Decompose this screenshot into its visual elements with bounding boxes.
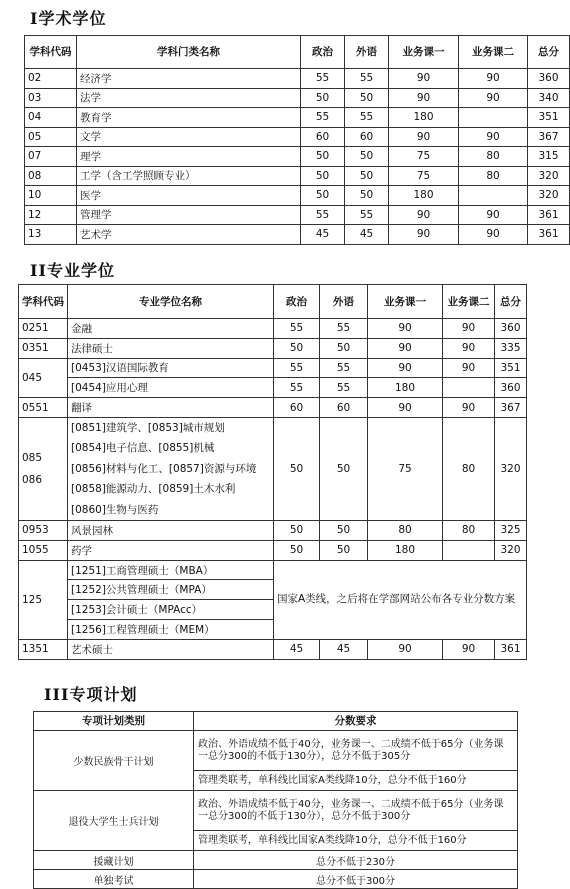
- cell-name: 管理学: [77, 205, 301, 225]
- cell-code: 0251: [19, 319, 68, 339]
- cell-requirement: 总分不低于230分: [194, 851, 518, 870]
- cell-total: 340: [528, 88, 570, 108]
- cell-course1: 90: [368, 319, 443, 339]
- cell-english: 50: [320, 338, 368, 358]
- cell-course2: 80: [459, 166, 528, 186]
- cell-course1: 90: [368, 398, 443, 418]
- cell-name: [0454]应用心理: [68, 378, 274, 398]
- cell-english: 55: [345, 205, 389, 225]
- cell-total: 335: [495, 338, 527, 358]
- cell-politics: 50: [274, 540, 320, 560]
- cell-english: 55: [345, 108, 389, 128]
- cell-name: 法律硕士: [68, 338, 274, 358]
- cell-politics: 50: [301, 147, 345, 167]
- cell-requirement: 政治、外语成绩不低于40分，业务课一、二成绩不低于65分（业务课一总分300的不低于130分），总分不低于305分: [194, 731, 518, 771]
- academic-degree-table: [24, 35, 570, 245]
- cell-course2: 90: [459, 69, 528, 89]
- cell-requirement: 管理类联考，单科线比国家A类线降10分，总分不低于160分: [194, 771, 518, 791]
- major-name: [0854]电子信息、[0855]机械: [71, 442, 215, 455]
- cell-course1: 90: [389, 88, 459, 108]
- cell-course1: 90: [368, 639, 443, 659]
- special-plan-table: [33, 711, 518, 889]
- cell-code: 1351: [19, 639, 68, 659]
- cell-total: 351: [495, 358, 527, 378]
- table-header-row: [34, 712, 518, 731]
- cell-code: 05: [25, 127, 77, 147]
- cell-requirement: 管理类联考，单科线比国家A类线降10分，总分不低于160分: [194, 831, 518, 851]
- cell-politics: 50: [301, 88, 345, 108]
- cell-name: 经济学: [77, 69, 301, 89]
- cell-politics: 55: [274, 319, 320, 339]
- cell-politics: 55: [301, 108, 345, 128]
- table-header-row: [19, 285, 527, 319]
- cell-name: 风景园林: [68, 521, 274, 541]
- cell-english: 45: [320, 639, 368, 659]
- major-name: [0858]能源动力、[0859]土木水利: [71, 483, 236, 496]
- header-course2: 业务课二: [459, 36, 528, 69]
- cell-course2: 90: [459, 225, 528, 245]
- table-row: [19, 521, 527, 541]
- cell-code: 03: [25, 88, 77, 108]
- cell-name: 工学（含工学照顾专业）: [77, 166, 301, 186]
- cell-english: 50: [320, 417, 368, 520]
- cell-course2: 90: [443, 639, 495, 659]
- cell-course2: 90: [459, 205, 528, 225]
- cell-category: 退役大学生士兵计划: [34, 791, 194, 851]
- cell-politics: 50: [301, 186, 345, 206]
- table-row: [34, 791, 518, 831]
- cell-course2: 90: [443, 358, 495, 378]
- cell-requirement: 总分不低于300分: [194, 870, 518, 889]
- cell-politics: 50: [274, 521, 320, 541]
- cell-total: 360: [495, 319, 527, 339]
- table-row: [34, 851, 518, 870]
- table-row: [19, 417, 527, 520]
- table-header-row: [25, 36, 570, 69]
- cell-name: 教育学: [77, 108, 301, 128]
- cell-course2: 90: [443, 398, 495, 418]
- table-row: [25, 186, 570, 206]
- cell-name: 金融: [68, 319, 274, 339]
- table-row: [25, 88, 570, 108]
- cell-english: 55: [345, 69, 389, 89]
- cell-course1: 75: [389, 166, 459, 186]
- cell-course2: [459, 108, 528, 128]
- cell-total: 320: [495, 417, 527, 520]
- cell-english: 50: [320, 540, 368, 560]
- table-row: [25, 69, 570, 89]
- table-row: [25, 166, 570, 186]
- section3-title: III专项计划: [44, 685, 138, 704]
- cell-course2: 80: [443, 521, 495, 541]
- score-note: 国家A类线，之后将在学部网站公布各专业分数方案: [274, 560, 527, 639]
- table-row: [25, 205, 570, 225]
- cell-english: 55: [320, 378, 368, 398]
- table-row: [19, 338, 527, 358]
- cell-code: 0953: [19, 521, 68, 541]
- cell-total: 360: [495, 378, 527, 398]
- table-row: [19, 639, 527, 659]
- cell-total: 361: [528, 225, 570, 245]
- cell-course2: [443, 540, 495, 560]
- cell-total: 320: [528, 166, 570, 186]
- table-row: [25, 225, 570, 245]
- cell-course2: [443, 378, 495, 398]
- header-total: 总分: [528, 36, 570, 69]
- major-name: [0860]生物与医药: [71, 503, 159, 516]
- table-row: [25, 127, 570, 147]
- cell-course1: 90: [368, 338, 443, 358]
- cell-code: [19, 417, 68, 520]
- cell-politics: 60: [301, 127, 345, 147]
- cell-course2: [459, 186, 528, 206]
- cell-course2: 90: [459, 127, 528, 147]
- cell-name: 法学: [77, 88, 301, 108]
- cell-politics: 55: [301, 69, 345, 89]
- cell-course1: 90: [389, 205, 459, 225]
- cell-english: 60: [320, 398, 368, 418]
- cell-course1: 180: [389, 186, 459, 206]
- cell-course1: 90: [389, 225, 459, 245]
- cell-category: 单独考试: [34, 870, 194, 889]
- cell-course2: 80: [459, 147, 528, 167]
- cell-course1: 80: [368, 521, 443, 541]
- cell-english: 60: [345, 127, 389, 147]
- cell-name: 翻译: [68, 398, 274, 418]
- cell-politics: 50: [274, 338, 320, 358]
- cell-code: 0351: [19, 338, 68, 358]
- cell-total: 367: [528, 127, 570, 147]
- cell-name: [1252]公共管理硕士（MPA）: [68, 580, 274, 600]
- header-code: 学科代码: [25, 36, 77, 69]
- cell-name: 艺术硕士: [68, 639, 274, 659]
- cell-name: [68, 417, 274, 520]
- cell-code: 13: [25, 225, 77, 245]
- code-085: 085: [22, 452, 43, 464]
- cell-politics: 60: [274, 398, 320, 418]
- table-row: [19, 358, 527, 378]
- cell-course2: 90: [443, 338, 495, 358]
- cell-total: 320: [528, 186, 570, 206]
- cell-code: 02: [25, 69, 77, 89]
- cell-english: 50: [345, 147, 389, 167]
- table-row: [19, 378, 527, 398]
- cell-english: 55: [320, 358, 368, 378]
- cell-course2: 90: [443, 319, 495, 339]
- cell-name: 医学: [77, 186, 301, 206]
- table-row: [19, 540, 527, 560]
- table-row: [19, 319, 527, 339]
- cell-code: 04: [25, 108, 77, 128]
- cell-name: 理学: [77, 147, 301, 167]
- cell-name: [1256]工程管理硕士（MEM）: [68, 620, 274, 640]
- cell-course1: 180: [368, 378, 443, 398]
- cell-code: 0551: [19, 398, 68, 418]
- cell-politics: 45: [301, 225, 345, 245]
- cell-politics: 50: [274, 417, 320, 520]
- table-row: [19, 398, 527, 418]
- cell-total: 367: [495, 398, 527, 418]
- section2-title: II专业学位: [30, 261, 115, 280]
- cell-category: 少数民族骨干计划: [34, 731, 194, 791]
- cell-name: 药学: [68, 540, 274, 560]
- cell-total: 360: [528, 69, 570, 89]
- header-total: 总分: [495, 285, 527, 319]
- cell-total: 320: [495, 540, 527, 560]
- cell-course2: 90: [459, 88, 528, 108]
- cell-total: 315: [528, 147, 570, 167]
- cell-category: 援藏计划: [34, 851, 194, 870]
- cell-code: 045: [19, 358, 68, 398]
- table-row: [25, 108, 570, 128]
- cell-english: 55: [320, 319, 368, 339]
- cell-course1: 90: [389, 127, 459, 147]
- cell-politics: 50: [301, 166, 345, 186]
- professional-degree-table: [18, 284, 527, 660]
- cell-course1: 75: [389, 147, 459, 167]
- cell-politics: 45: [274, 639, 320, 659]
- cell-english: 50: [345, 166, 389, 186]
- cell-english: 50: [345, 186, 389, 206]
- major-name: [0851]建筑学、[0853]城市规划: [71, 421, 225, 434]
- code-086: 086: [22, 474, 43, 486]
- header-category: 专项计划类别: [34, 712, 194, 731]
- cell-name: [0453]汉语国际教育: [68, 358, 274, 378]
- header-name: 学科门类名称: [77, 36, 301, 69]
- header-english: 外语: [320, 285, 368, 319]
- cell-code: 07: [25, 147, 77, 167]
- cell-code: 125: [19, 560, 68, 639]
- cell-english: 45: [345, 225, 389, 245]
- cell-code: 12: [25, 205, 77, 225]
- cell-total: 361: [528, 205, 570, 225]
- header-code: 学科代码: [19, 285, 68, 319]
- table-row: [19, 560, 527, 580]
- header-course2: 业务课二: [443, 285, 495, 319]
- header-name: 专业学位名称: [68, 285, 274, 319]
- cell-total: 351: [528, 108, 570, 128]
- cell-course1: 90: [368, 358, 443, 378]
- cell-politics: 55: [274, 378, 320, 398]
- header-requirement: 分数要求: [194, 712, 518, 731]
- cell-course1: 180: [389, 108, 459, 128]
- major-name: [0856]材料与化工、[0857]资源与环境: [71, 462, 257, 475]
- cell-code: 1055: [19, 540, 68, 560]
- cell-name: [1253]会计硕士（MPAcc）: [68, 600, 274, 620]
- header-english: 外语: [345, 36, 389, 69]
- cell-english: 50: [320, 521, 368, 541]
- header-politics: 政治: [274, 285, 320, 319]
- cell-politics: 55: [301, 205, 345, 225]
- table-row: [25, 147, 570, 167]
- section1-title: I学术学位: [30, 9, 107, 28]
- cell-total: 361: [495, 639, 527, 659]
- cell-english: 50: [345, 88, 389, 108]
- header-course1: 业务课一: [389, 36, 459, 69]
- cell-name: [1251]工商管理硕士（MBA）: [68, 560, 274, 580]
- cell-code: 08: [25, 166, 77, 186]
- cell-course1: 90: [389, 69, 459, 89]
- cell-total: 325: [495, 521, 527, 541]
- header-politics: 政治: [301, 36, 345, 69]
- cell-politics: 55: [274, 358, 320, 378]
- table-row: [34, 870, 518, 889]
- cell-course1: 75: [368, 417, 443, 520]
- cell-name: 文学: [77, 127, 301, 147]
- cell-name: 艺术学: [77, 225, 301, 245]
- cell-course1: 180: [368, 540, 443, 560]
- cell-course2: 80: [443, 417, 495, 520]
- cell-requirement: 政治、外语成绩不低于40分，业务课一、二成绩不低于65分（业务课一总分300的不低于130分），总分不低于300分: [194, 791, 518, 831]
- cell-code: 10: [25, 186, 77, 206]
- table-row: [34, 731, 518, 771]
- header-course1: 业务课一: [368, 285, 443, 319]
